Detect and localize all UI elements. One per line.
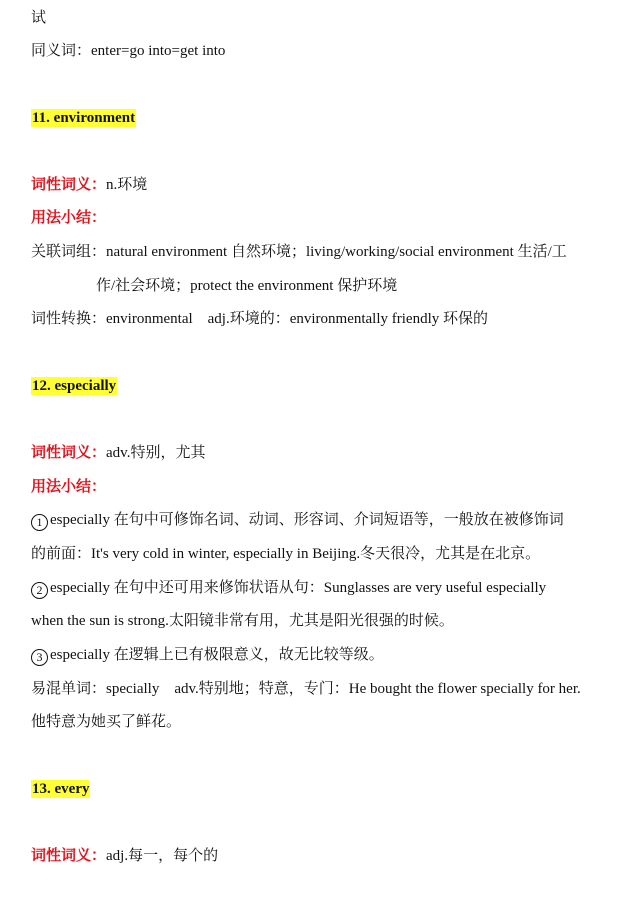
pos-label: 词性词义： <box>31 848 107 864</box>
conversion-line: 词性转换：environmental adj.环境的：environmentally friendly 环保的 <box>31 311 489 327</box>
usage-label <box>31 208 610 228</box>
entry-heading: 12. especially <box>32 378 117 394</box>
usage-label-text: 用法小结： <box>31 479 107 495</box>
entry-11-heading-row <box>31 108 610 128</box>
pos-text: adv.特别，尤其 <box>106 445 206 461</box>
entry-heading: 13. every <box>32 781 90 797</box>
confusable-line-2: 他特意为她买了鲜花。 <box>31 714 182 730</box>
circled-number-2: 2 <box>31 582 48 599</box>
usage-point-text: especially 在句中可修饰名词、动词、形容词、介词短语等，一般放在被修饰词 <box>50 512 564 528</box>
pos-line <box>31 175 610 195</box>
usage-point-text: especially 在逻辑上已有极限意义，故无比较等级。 <box>50 647 384 663</box>
circled-number-1: 1 <box>31 514 48 531</box>
entry-13-heading-row <box>31 779 610 799</box>
usage-label-text: 用法小结： <box>31 210 107 226</box>
synonym-label: 同义词： <box>31 43 92 59</box>
confusable-line-1: 易混单词：specially adv.特别地；特意，专门：He bought the flower specially for her. <box>31 681 581 697</box>
collocation-line-2: 作/社会环境；protect the environment 保护环境 <box>96 278 398 294</box>
entry-12-heading-row <box>31 376 610 396</box>
pos-label: 词性词义： <box>31 445 107 461</box>
entry-heading: 11. environment <box>32 110 136 126</box>
usage-point-2-line-2: when the sun is strong.太阳镜非常有用，尤其是阳光很强的时候。 <box>31 613 454 629</box>
usage-label <box>31 477 610 497</box>
pos-line <box>31 443 610 463</box>
circled-number-3: 3 <box>31 649 48 666</box>
usage-point-1-line-2: 的前面：It's very cold in winter, especially in Beijing.冬天很冷，尤其是在北京。 <box>31 546 541 562</box>
pos-text: n.环境 <box>106 177 148 193</box>
pos-text: adj.每一，每个的 <box>106 848 219 864</box>
usage-point-text: especially 在句中还可用来修饰状语从句：Sunglasses are very useful especially <box>50 580 547 596</box>
usage-point-2-line-1 <box>31 578 610 599</box>
usage-point-3-line-1 <box>31 645 610 666</box>
pos-label: 词性词义： <box>31 177 107 193</box>
continued-text-fragment: 试 <box>31 10 47 26</box>
synonym-line <box>31 41 610 61</box>
synonym-text: enter=go into=get into <box>91 43 226 59</box>
collocation-line-1: 关联词组：natural environment 自然环境；living/working/social environment 生活/工 <box>31 244 567 260</box>
pos-line <box>31 846 610 866</box>
usage-point-1-line-1 <box>31 510 610 531</box>
